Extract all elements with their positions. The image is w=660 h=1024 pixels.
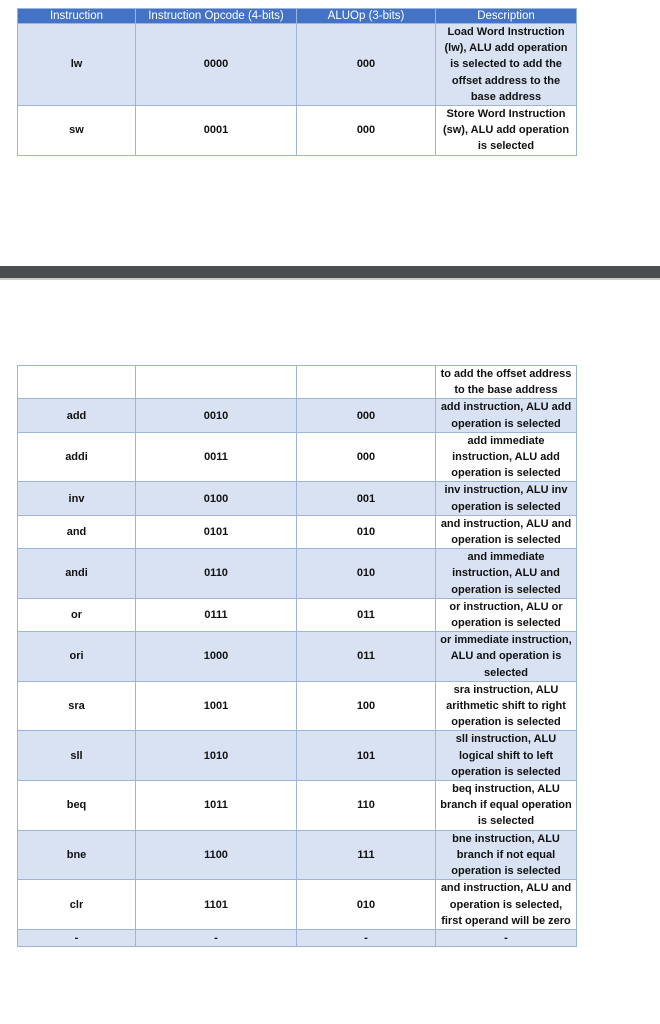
cell-aluop: 010 — [297, 515, 436, 548]
cell-opcode: 0111 — [136, 598, 297, 631]
table-row — [18, 731, 577, 781]
cell-opcode: 0101 — [136, 515, 297, 548]
cell-instruction: or — [18, 598, 136, 631]
cell-aluop: 111 — [297, 830, 436, 880]
table-row — [18, 880, 577, 930]
cell-opcode: 1001 — [136, 681, 297, 731]
cell-aluop: 000 — [297, 106, 436, 156]
table-row — [18, 598, 577, 631]
cell-instruction: sra — [18, 681, 136, 731]
cell-description: and instruction, ALU and operation is selected — [436, 515, 577, 548]
cell-opcode: 0011 — [136, 432, 297, 482]
cell-aluop: 110 — [297, 781, 436, 831]
cell-description: Store Word Instruction (sw), ALU add operation is selected — [436, 106, 577, 156]
cell-opcode — [136, 366, 297, 399]
cell-aluop: 011 — [297, 598, 436, 631]
table-header-row — [18, 9, 577, 24]
cell-description: - — [436, 929, 577, 946]
cell-aluop: 000 — [297, 432, 436, 482]
cell-instruction: andi — [18, 549, 136, 599]
cell-description: inv instruction, ALU inv operation is selected — [436, 482, 577, 515]
cell-aluop: 000 — [297, 399, 436, 432]
page-divider — [0, 266, 660, 278]
cell-aluop: 101 — [297, 731, 436, 781]
cell-opcode: 1100 — [136, 830, 297, 880]
table-row — [18, 482, 577, 515]
cell-aluop — [297, 366, 436, 399]
cell-opcode: - — [136, 929, 297, 946]
cell-opcode: 0100 — [136, 482, 297, 515]
cell-description: beq instruction, ALU branch if equal operation is selected — [436, 781, 577, 831]
cell-description: add instruction, ALU add operation is selected — [436, 399, 577, 432]
opcode-table-top — [17, 8, 577, 156]
table-row — [18, 830, 577, 880]
cell-opcode: 1010 — [136, 731, 297, 781]
cell-instruction: beq — [18, 781, 136, 831]
table-row — [18, 106, 577, 156]
cell-aluop: 010 — [297, 880, 436, 930]
cell-opcode: 0110 — [136, 549, 297, 599]
cell-instruction: and — [18, 515, 136, 548]
continuation-row — [18, 366, 577, 399]
cell-description: sll instruction, ALU logical shift to left operation is selected — [436, 731, 577, 781]
header-instruction: Instruction — [18, 9, 136, 24]
header-description: Description — [436, 9, 577, 24]
cell-description: or immediate instruction, ALU and operation is selected — [436, 632, 577, 682]
cell-description: bne instruction, ALU branch if not equal operation is selected — [436, 830, 577, 880]
cell-instruction: ori — [18, 632, 136, 682]
cell-aluop: 011 — [297, 632, 436, 682]
cell-instruction: lw — [18, 24, 136, 106]
cell-description: sra instruction, ALU arithmetic shift to right operation is selected — [436, 681, 577, 731]
cell-aluop: 001 — [297, 482, 436, 515]
cell-opcode: 1101 — [136, 880, 297, 930]
table-row — [18, 399, 577, 432]
cell-instruction: - — [18, 929, 136, 946]
cell-instruction: sw — [18, 106, 136, 156]
cell-aluop: - — [297, 929, 436, 946]
table-row — [18, 929, 577, 946]
cell-opcode: 0010 — [136, 399, 297, 432]
cell-opcode: 0000 — [136, 24, 297, 106]
cell-aluop: 000 — [297, 24, 436, 106]
cell-description: add immediate instruction, ALU add operation is selected — [436, 432, 577, 482]
cell-instruction: addi — [18, 432, 136, 482]
header-opcode: Instruction Opcode (4-bits) — [136, 9, 297, 24]
cell-opcode: 1011 — [136, 781, 297, 831]
cell-instruction: bne — [18, 830, 136, 880]
table-row — [18, 549, 577, 599]
page-divider-shadow — [0, 278, 660, 280]
table-row — [18, 432, 577, 482]
header-aluop: ALUOp (3-bits) — [297, 9, 436, 24]
cell-instruction: add — [18, 399, 136, 432]
table-row — [18, 781, 577, 831]
cell-instruction: clr — [18, 880, 136, 930]
table-row — [18, 632, 577, 682]
cell-description: to add the offset address to the base address — [436, 366, 577, 399]
cell-aluop: 100 — [297, 681, 436, 731]
table-row — [18, 681, 577, 731]
cell-description: Load Word Instruction (lw), ALU add operation is selected to add the offset address to the base address — [436, 24, 577, 106]
cell-description: and immediate instruction, ALU and operation is selected — [436, 549, 577, 599]
cell-opcode: 0001 — [136, 106, 297, 156]
cell-instruction: sll — [18, 731, 136, 781]
cell-opcode: 1000 — [136, 632, 297, 682]
table-row — [18, 515, 577, 548]
cell-instruction — [18, 366, 136, 399]
opcode-table-bottom — [17, 365, 577, 947]
table-row — [18, 24, 577, 106]
cell-instruction: inv — [18, 482, 136, 515]
cell-aluop: 010 — [297, 549, 436, 599]
cell-description: or instruction, ALU or operation is selected — [436, 598, 577, 631]
cell-description: and instruction, ALU and operation is selected, first operand will be zero — [436, 880, 577, 930]
